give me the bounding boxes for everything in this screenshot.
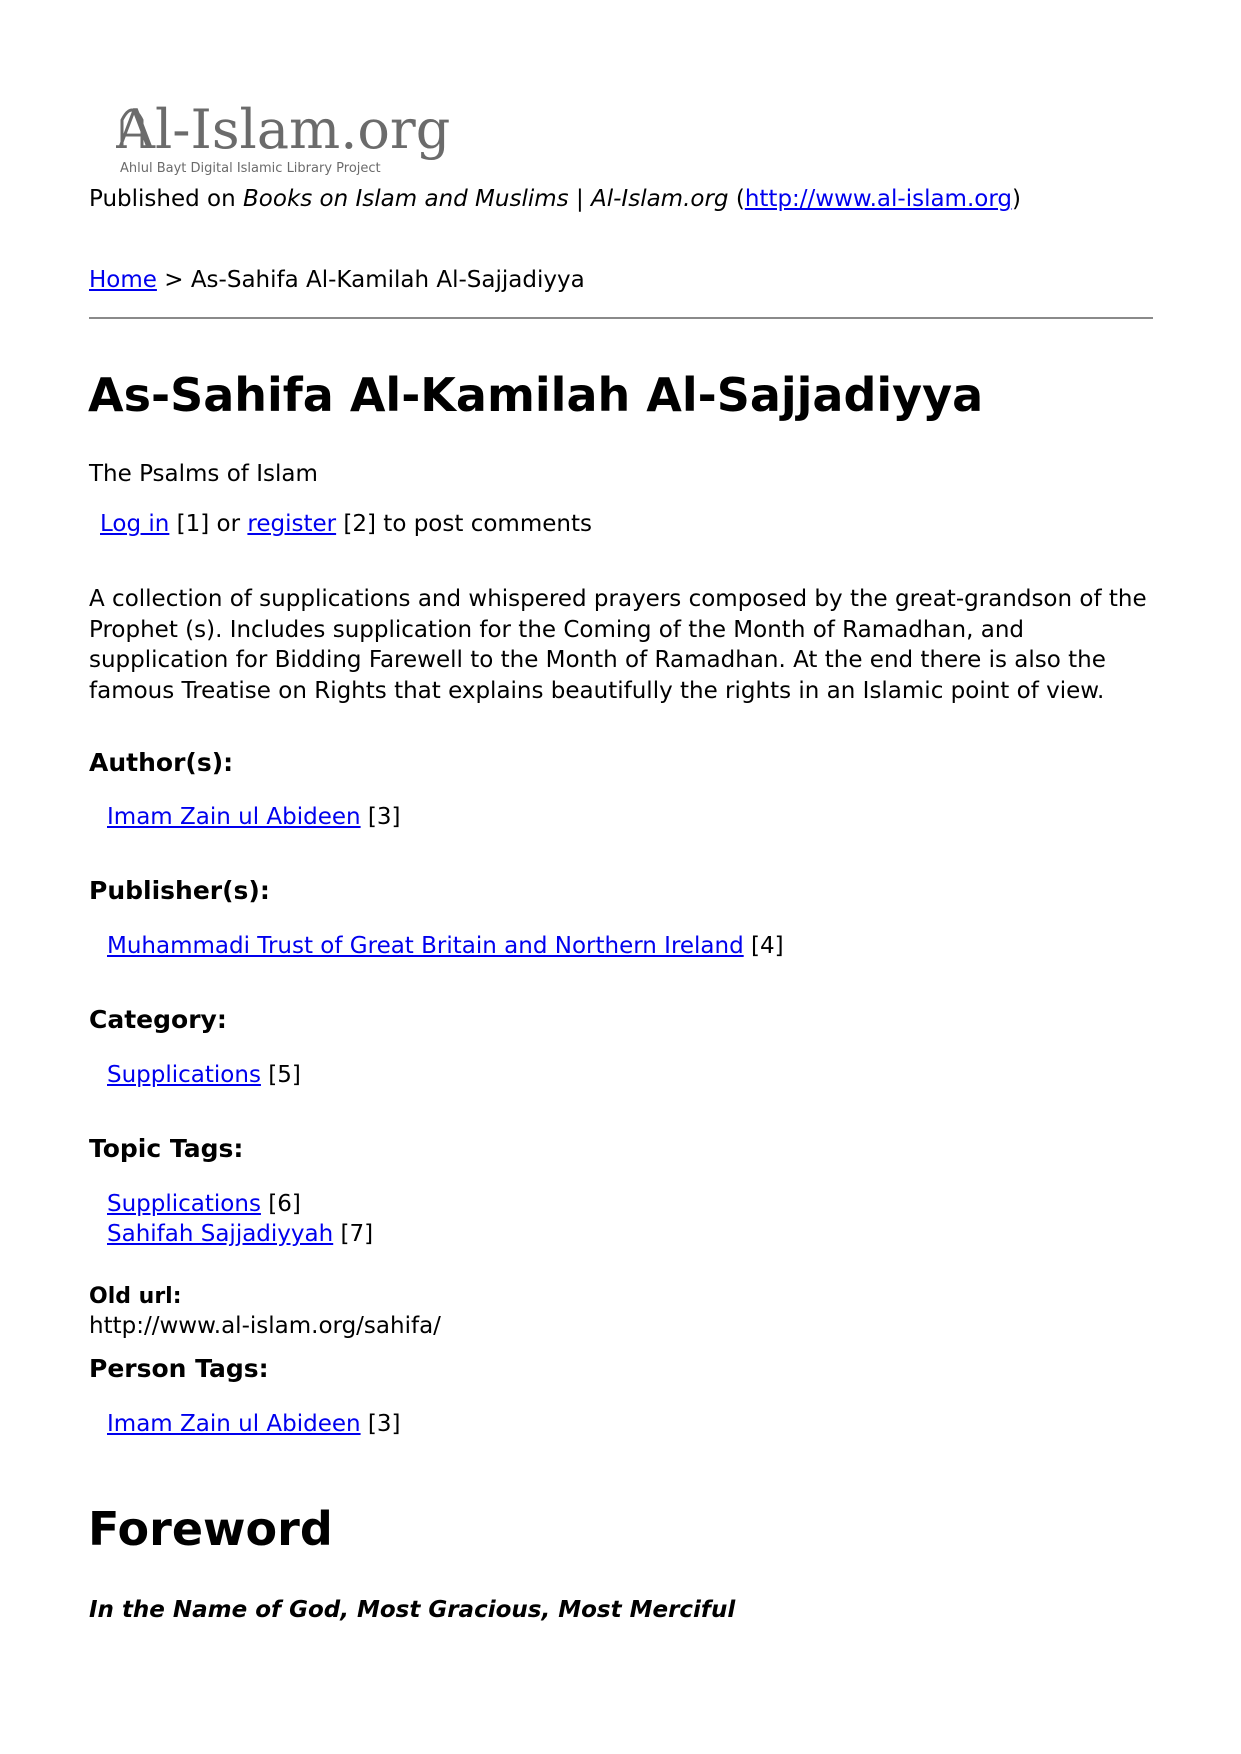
publisher-ref: [4] [743, 933, 784, 959]
publisher-item [107, 933, 784, 959]
author-item [107, 804, 401, 830]
topic-tag-item [107, 1191, 301, 1217]
topic-tag-link[interactable]: Sahifah Sajjadiyyah [107, 1221, 334, 1247]
topic-tag-ref: [6] [260, 1191, 301, 1217]
foreword-invocation: In the Name of God, Most Gracious, Most Merciful [89, 1597, 736, 1623]
logo-tagline: Ahlul Bayt Digital Islamic Library Project [120, 161, 381, 176]
site-url-link[interactable]: http://www.al-islam.org [744, 186, 1013, 212]
published-close-paren: ) [1012, 186, 1021, 212]
category-item [107, 1062, 301, 1088]
breadcrumb-current: As-Sahifa Al-Kamilah Al-Sajjadiyya [190, 267, 585, 293]
topic-tag-item [107, 1221, 373, 1247]
authors-label: Author(s): [89, 748, 234, 777]
published-prefix: Published on [89, 186, 244, 212]
breadcrumb-separator: > [156, 267, 191, 293]
old-url-value: http://www.al-islam.org/sahifa/ [89, 1313, 441, 1339]
comment-links [100, 511, 592, 537]
category-ref: [5] [260, 1062, 301, 1088]
breadcrumb [89, 267, 585, 293]
publisher-link[interactable]: Muhammadi Trust of Great Britain and Northern Ireland [107, 933, 744, 959]
logo-wordmark: Al-Islam.org [116, 98, 451, 161]
published-open-paren: ( [728, 186, 745, 212]
published-line [89, 186, 1021, 212]
person-tag-link[interactable]: Imam Zain ul Abideen [107, 1411, 361, 1437]
topic-tag-link[interactable]: Supplications [107, 1191, 261, 1217]
person-tags-label: Person Tags: [89, 1354, 269, 1383]
topic-tags-label: Topic Tags: [89, 1134, 244, 1163]
page-title: As-Sahifa Al-Kamilah Al-Sajjadiyya [88, 368, 984, 422]
topic-tag-ref: [7] [333, 1221, 374, 1247]
foreword-heading: Foreword [88, 1502, 333, 1556]
register-link[interactable]: register [247, 511, 337, 537]
author-ref: [3] [360, 804, 401, 830]
site-logo[interactable] [116, 92, 476, 180]
old-url-label: Old url: [89, 1284, 182, 1309]
login-link[interactable]: Log in [100, 511, 170, 537]
page-subtitle: The Psalms of Islam [89, 461, 318, 487]
header-divider [89, 317, 1153, 319]
author-link[interactable]: Imam Zain ul Abideen [107, 804, 361, 830]
category-label: Category: [89, 1005, 227, 1034]
publishers-label: Publisher(s): [89, 876, 270, 905]
person-tag-ref: [3] [360, 1411, 401, 1437]
breadcrumb-home-link[interactable]: Home [89, 267, 157, 293]
register-ref: [2] to post comments [336, 511, 592, 537]
site-name: Books on Islam and Muslims | Al-Islam.org [243, 186, 729, 212]
book-description: A collection of supplications and whispered prayers composed by the great-grandson of the Prophet (s). Includes supplication for the Coming of the Month of Ramadhan, and supplication for Bidding Farewell to the Month of Ramadhan. At the end there is also the famous Treatise on Rights that explains beautifully the rights in an Islamic point of view. [89, 586, 1147, 704]
login-ref: [1] or [169, 511, 248, 537]
person-tag-item [107, 1411, 401, 1437]
category-link[interactable]: Supplications [107, 1062, 261, 1088]
